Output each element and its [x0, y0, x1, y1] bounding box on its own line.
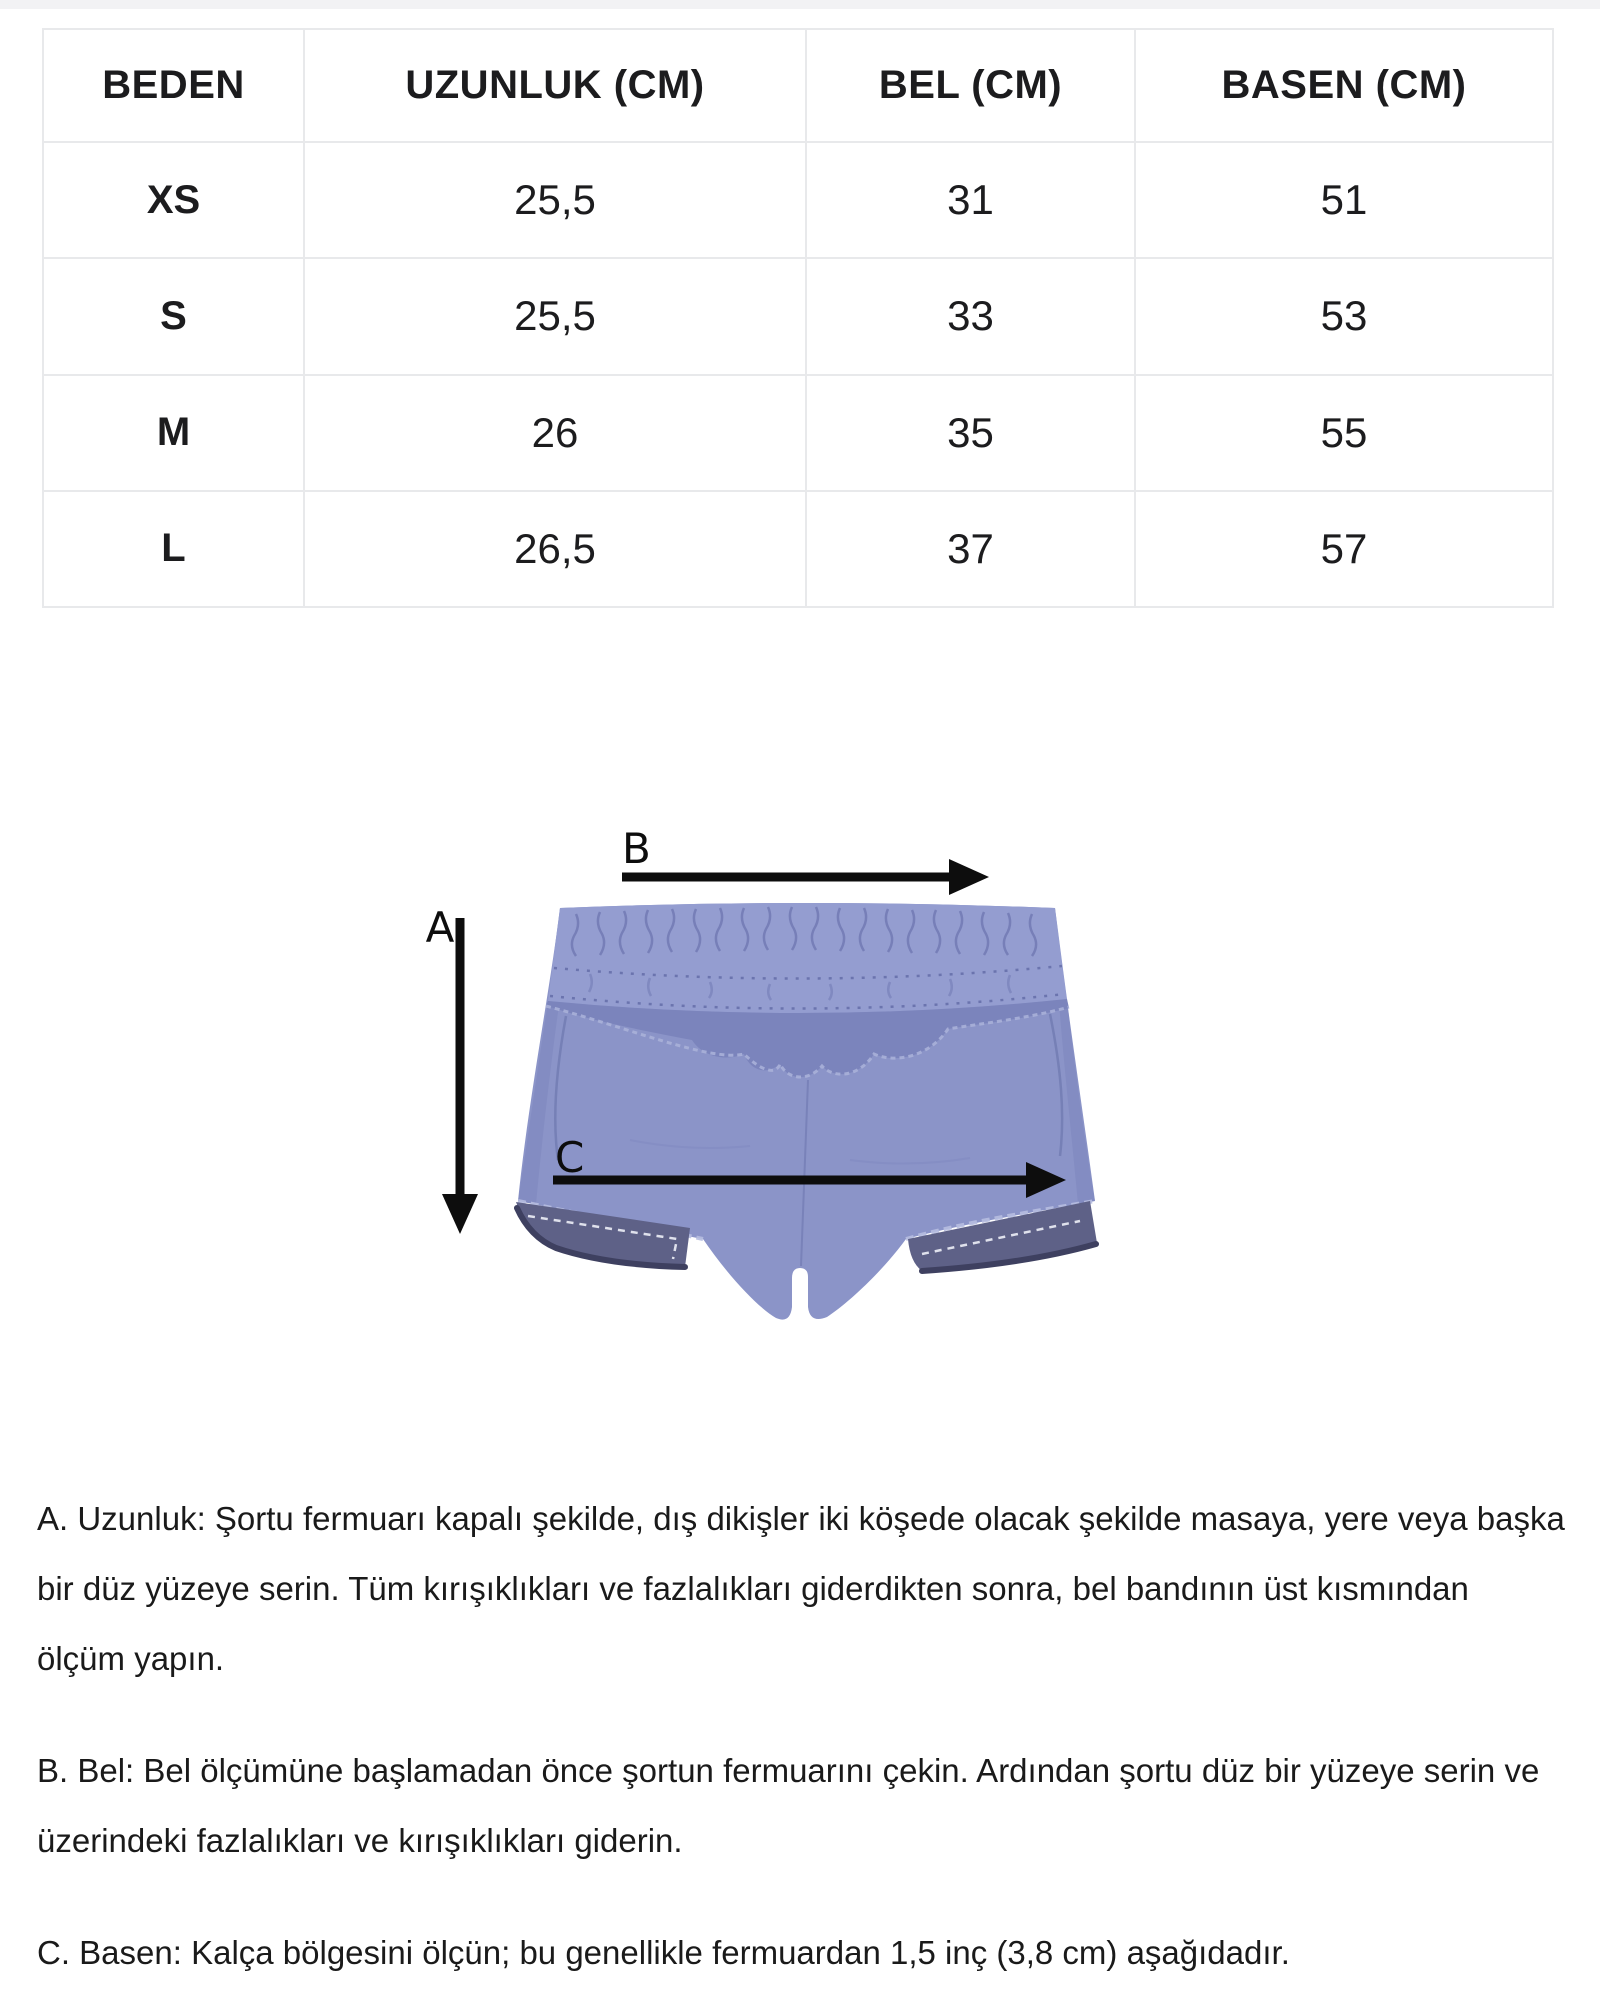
shorts-graphic — [516, 903, 1097, 1320]
waist-arrow-label: B — [622, 830, 651, 873]
hip-cell: 55 — [1135, 375, 1553, 491]
waist-cell: 31 — [806, 142, 1135, 258]
length-cell: 26,5 — [304, 491, 806, 607]
length-arrow-label: A — [425, 903, 455, 952]
size-cell: L — [43, 491, 304, 607]
header-row — [43, 29, 1553, 142]
waist-arrow-head — [949, 859, 989, 895]
table-row-l — [43, 491, 1553, 607]
hip-cell: 57 — [1135, 491, 1553, 607]
measurement-notes — [37, 1484, 1565, 1988]
size-chart-table — [42, 28, 1554, 608]
table-row-xs — [43, 142, 1553, 258]
measurement-diagram — [330, 830, 1130, 1390]
size-cell: XS — [43, 142, 304, 258]
top-divider — [0, 0, 1600, 9]
note-hip: C. Basen: Kalça bölgesini ölçün; bu genellikle fermuardan 1,5 inç (3,8 cm) aşağıdadır. — [37, 1934, 1290, 1971]
column-header-size: BEDEN — [43, 29, 304, 142]
hip-cell: 51 — [1135, 142, 1553, 258]
column-header-length: UZUNLUK (CM) — [304, 29, 806, 142]
length-cell: 26 — [304, 375, 806, 491]
length-arrow-head — [442, 1194, 478, 1234]
column-header-waist: BEL (CM) — [806, 29, 1135, 142]
table-row-s — [43, 258, 1553, 374]
length-cell: 25,5 — [304, 258, 806, 374]
waist-cell: 35 — [806, 375, 1135, 491]
note-waist: B. Bel: Bel ölçümüne başlamadan önce şortun fermuarını çekin. Ardından şortu düz bir yüzeye serin ve üzerindeki fazlalıkları ve kırışıklıkları giderin. — [37, 1752, 1540, 1859]
waist-cell: 37 — [806, 491, 1135, 607]
size-cell: M — [43, 375, 304, 491]
hip-cell: 53 — [1135, 258, 1553, 374]
length-cell: 25,5 — [304, 142, 806, 258]
size-cell: S — [43, 258, 304, 374]
table-row-m — [43, 375, 1553, 491]
hip-arrow-label: C — [555, 1133, 585, 1182]
column-header-hip: BASEN (CM) — [1135, 29, 1553, 142]
note-length: A. Uzunluk: Şortu fermuarı kapalı şekilde, dış dikişler iki köşede olacak şekilde masaya, yere veya başka bir düz yüzeye serin. Tüm kırışıklıkları ve fazlalıkları giderdikten sonra, bel bandının üst kısmından ölçüm yapın. — [37, 1500, 1565, 1677]
waist-cell: 33 — [806, 258, 1135, 374]
